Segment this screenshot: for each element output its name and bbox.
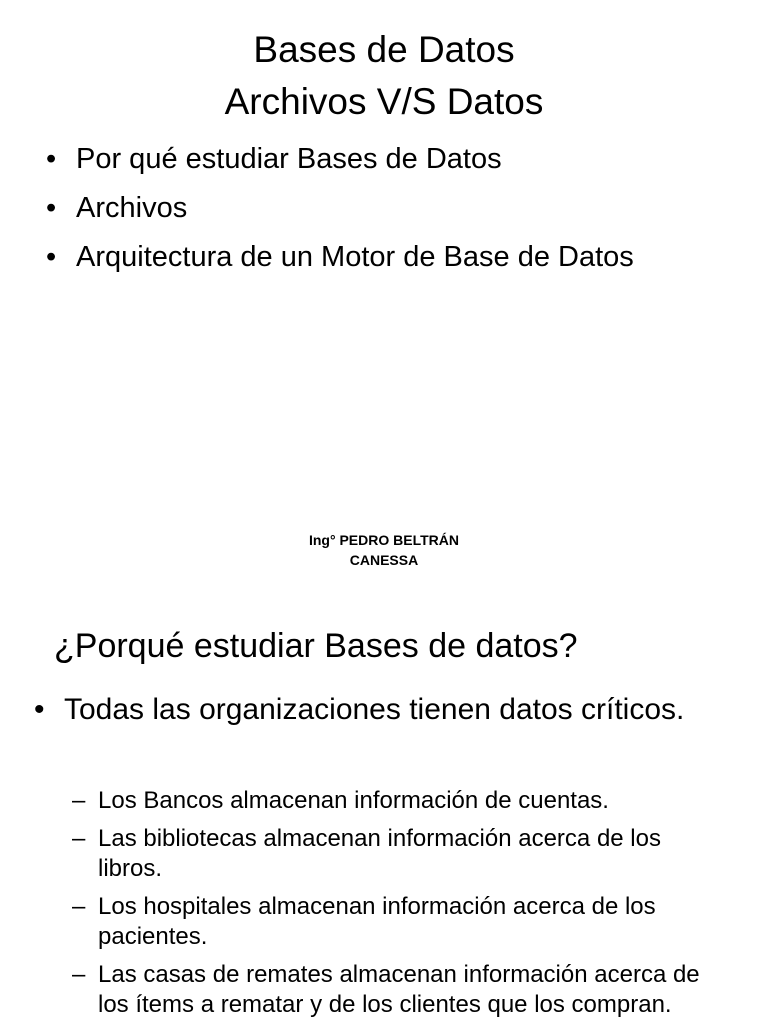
- slide-1-title-line-2: Archivos V/S Datos: [224, 81, 544, 122]
- slide-2-sub-bullet-list: [72, 786, 722, 1028]
- bullet-text: Archivos: [76, 192, 188, 224]
- bullet-item: [44, 139, 684, 179]
- sub-bullet-item: [72, 824, 722, 884]
- bullet-text: Por qué estudiar Bases de Datos: [76, 143, 502, 175]
- bullet-text: Todas las organizaciones tienen datos críticos.: [64, 693, 685, 726]
- slide-1-title-line-1: Bases de Datos: [253, 29, 515, 70]
- sub-bullet-text: Las casas de remates almacenan información acerca de los ítems a rematar y de los clientes que los compran.: [98, 961, 700, 1018]
- bullet-item: [44, 237, 684, 277]
- slide-2-title: ¿Porqué estudiar Bases de datos?: [54, 627, 578, 665]
- slide-1-bullet-list: [44, 139, 684, 286]
- dash-icon: –: [72, 961, 86, 988]
- slide-2: [0, 590, 768, 1024]
- dash-icon: –: [72, 825, 86, 852]
- slide-1-title: [0, 24, 768, 128]
- author-credit: [0, 530, 768, 570]
- bullet-dot-icon: •: [46, 192, 57, 224]
- dash-icon: –: [72, 893, 86, 920]
- dash-icon: –: [72, 787, 86, 814]
- bullet-text: Arquitectura de un Motor de Base de Datos: [76, 241, 634, 273]
- sub-bullet-item: [72, 960, 722, 1020]
- slide-2-bullet-list: [32, 692, 722, 727]
- sub-bullet-text: Los Bancos almacenan información de cuentas.: [98, 787, 609, 814]
- bullet-item: [44, 188, 684, 228]
- bullet-dot-icon: •: [46, 143, 57, 175]
- author-name-line-2: CANESSA: [349, 552, 419, 568]
- bullet-item: [32, 692, 722, 727]
- sub-bullet-text: Los hospitales almacenan información acerca de los pacientes.: [98, 893, 656, 950]
- sub-bullet-item: [72, 786, 722, 816]
- sub-bullet-text: Las bibliotecas almacenan información acerca de los libros.: [98, 825, 661, 882]
- bullet-dot-icon: •: [46, 241, 57, 273]
- author-name-line-1: Ing° PEDRO BELTRÁN: [308, 532, 459, 548]
- sub-bullet-item: [72, 892, 722, 952]
- bullet-dot-icon: •: [34, 693, 45, 726]
